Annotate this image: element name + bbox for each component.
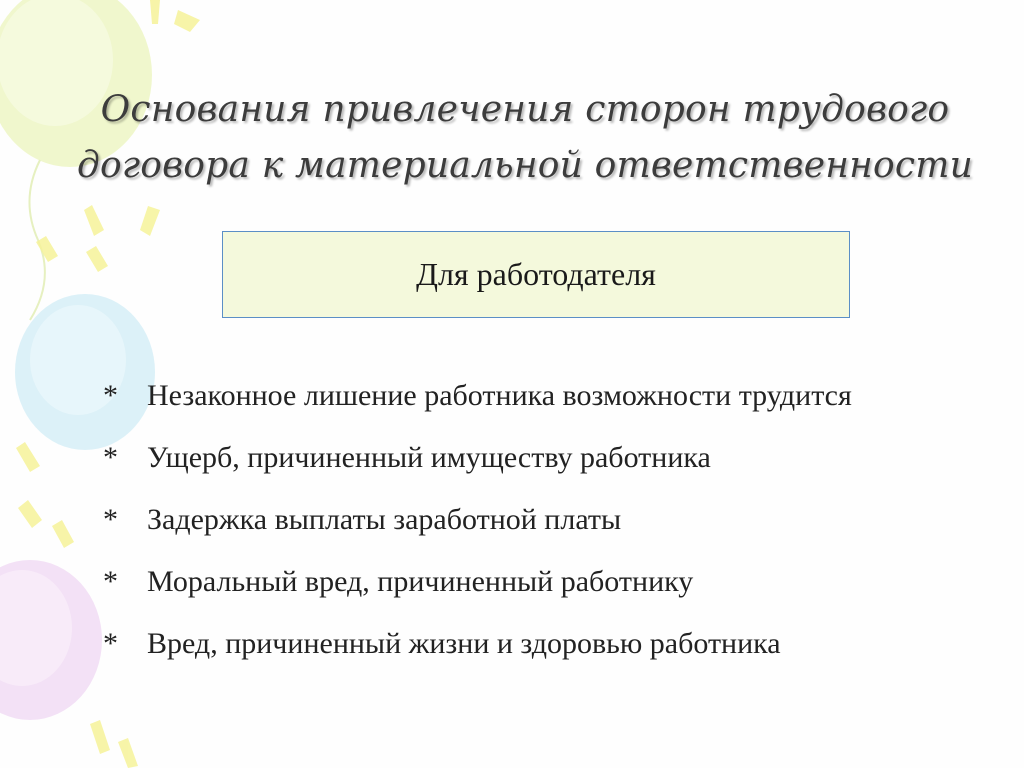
employer-heading-box (222, 231, 850, 318)
list-item-text: Вред, причиненный жизни и здоровью работника (147, 627, 781, 660)
bullet-marker: * (103, 379, 118, 412)
list-item (103, 500, 963, 540)
bullet-marker: * (103, 503, 118, 536)
list-item-text: Моральный вред, причиненный работнику (147, 565, 694, 598)
grounds-list (103, 376, 963, 686)
list-item (103, 562, 963, 602)
slide-title (60, 82, 990, 194)
bullet-marker: * (103, 441, 118, 474)
list-item-text: Ущерб, причиненный имуществу работника (147, 441, 711, 474)
list-item-text: Задержка выплаты заработной платы (147, 503, 622, 536)
list-item (103, 624, 963, 664)
list-item (103, 438, 963, 478)
list-item-text: Незаконное лишение работника возможности трудится (147, 379, 852, 412)
slide-title-line-2: договора к материальной ответственности (76, 145, 973, 186)
list-item (103, 376, 963, 416)
bullet-marker: * (103, 627, 118, 660)
employer-heading-text: Для работодателя (416, 256, 656, 292)
bullet-marker: * (103, 565, 118, 598)
slide-title-line-1: Основания привлечения сторон трудового (100, 89, 950, 130)
